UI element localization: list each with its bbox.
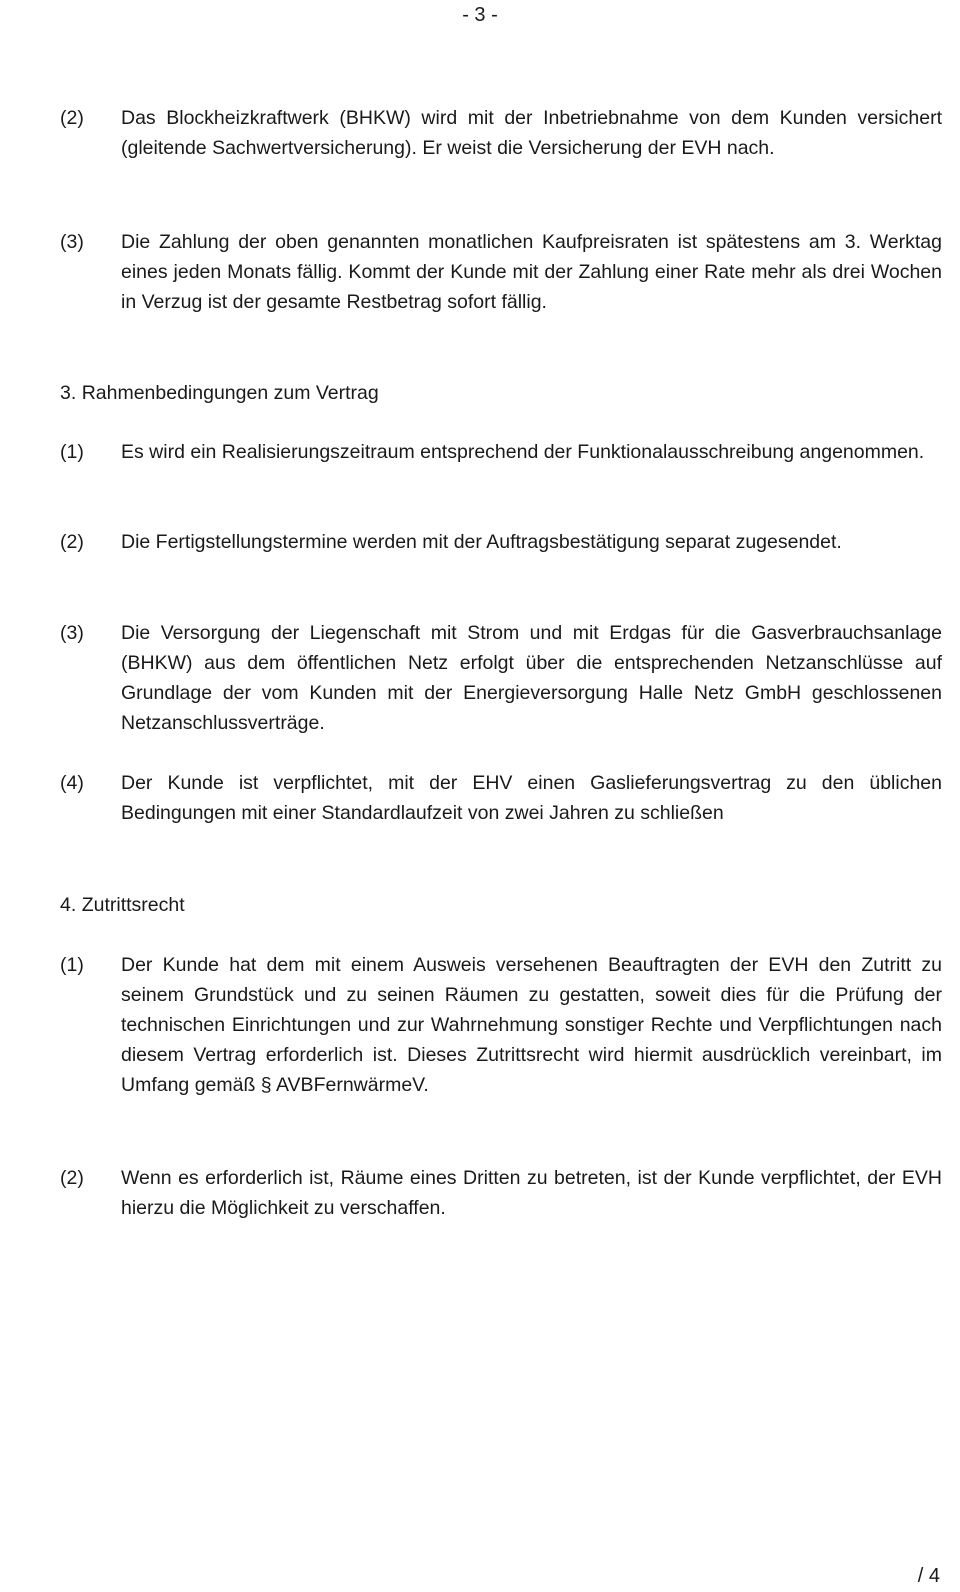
page-footer: / 4: [917, 1565, 940, 1587]
clause-3-3: [60, 618, 942, 738]
clause-number: (3): [60, 231, 84, 253]
section-title: Rahmenbedingungen zum Vertrag: [81, 382, 379, 404]
clause-text: Der Kunde ist verpflichtet, mit der EHV einen Gaslieferungsvertrag zu den üblichen Bedingungen mit einer Standardlaufzeit von zwei Jahren zu schließen: [121, 772, 942, 824]
section-number: 3.: [60, 382, 77, 404]
clause-2-3: [60, 227, 942, 317]
clause-text: Die Fertigstellungstermine werden mit der Auftragsbestätigung separat zugesendet.: [121, 531, 842, 553]
clause-number: (4): [60, 772, 84, 794]
clause-number: (2): [60, 1167, 84, 1189]
clause-number: (3): [60, 622, 84, 644]
clause-text: Wenn es erforderlich ist, Räume eines Dritten zu betreten, ist der Kunde verpflichtet, der EVH hierzu die Möglichkeit zu verschaffen.: [121, 1167, 942, 1219]
clause-text: Der Kunde hat dem mit einem Ausweis versehenen Beauftragten der EVH den Zutritt zu seinem Grundstück und zu seinen Räumen zu gestatten, soweit dies für die Prüfung der technischen Einrichtungen und zur Wahrnehmung sonstiger Rechte und Verpflichtungen nach diesem Vertrag erforderlich ist. Dieses Zutrittsrecht wird hiermit ausdrücklich vereinbart, im Umfang gemäß § AVBFernwärmeV.: [121, 954, 942, 1096]
clause-3-1: [60, 437, 942, 467]
clause-text: Es wird ein Realisierungszeitraum entsprechend der Funktionalausschreibung angenommen.: [121, 441, 925, 463]
clause-3-2: [60, 527, 942, 557]
clause-number: (2): [60, 531, 84, 553]
clause-number: (2): [60, 107, 84, 129]
clause-number: (1): [60, 954, 84, 976]
clause-3-4: [60, 768, 942, 828]
page-number: - 3 -: [462, 4, 498, 26]
clause-text: Die Versorgung der Liegenschaft mit Strom und mit Erdgas für die Gasverbrauchsanlage (BHKW) aus dem öffentlichen Netz erfolgt über die entsprechenden Netzanschlüsse auf Grundlage der vom Kunden mit der Energieversorgung Halle Netz GmbH geschlossenen Netzanschlussverträge.: [121, 622, 942, 734]
section-heading-4: [60, 890, 185, 920]
section-heading-3: [60, 378, 379, 408]
clause-4-1: [60, 950, 942, 1100]
clause-number: (1): [60, 441, 84, 463]
section-number: 4.: [60, 894, 77, 916]
clause-text: Die Zahlung der oben genannten monatlichen Kaufpreisraten ist spätestens am 3. Werktag eines jeden Monats fällig. Kommt der Kunde mit der Zahlung einer Rate mehr als drei Wochen in Verzug ist der gesamte Restbetrag sofort fällig.: [121, 231, 942, 313]
clause-4-2: [60, 1163, 942, 1223]
clause-text: Das Blockheizkraftwerk (BHKW) wird mit der Inbetriebnahme von dem Kunden versichert (gleitende Sachwertversicherung). Er weist die Versicherung der EVH nach.: [121, 107, 942, 159]
section-title: Zutrittsrecht: [81, 894, 185, 916]
clause-2-2: [60, 103, 942, 163]
